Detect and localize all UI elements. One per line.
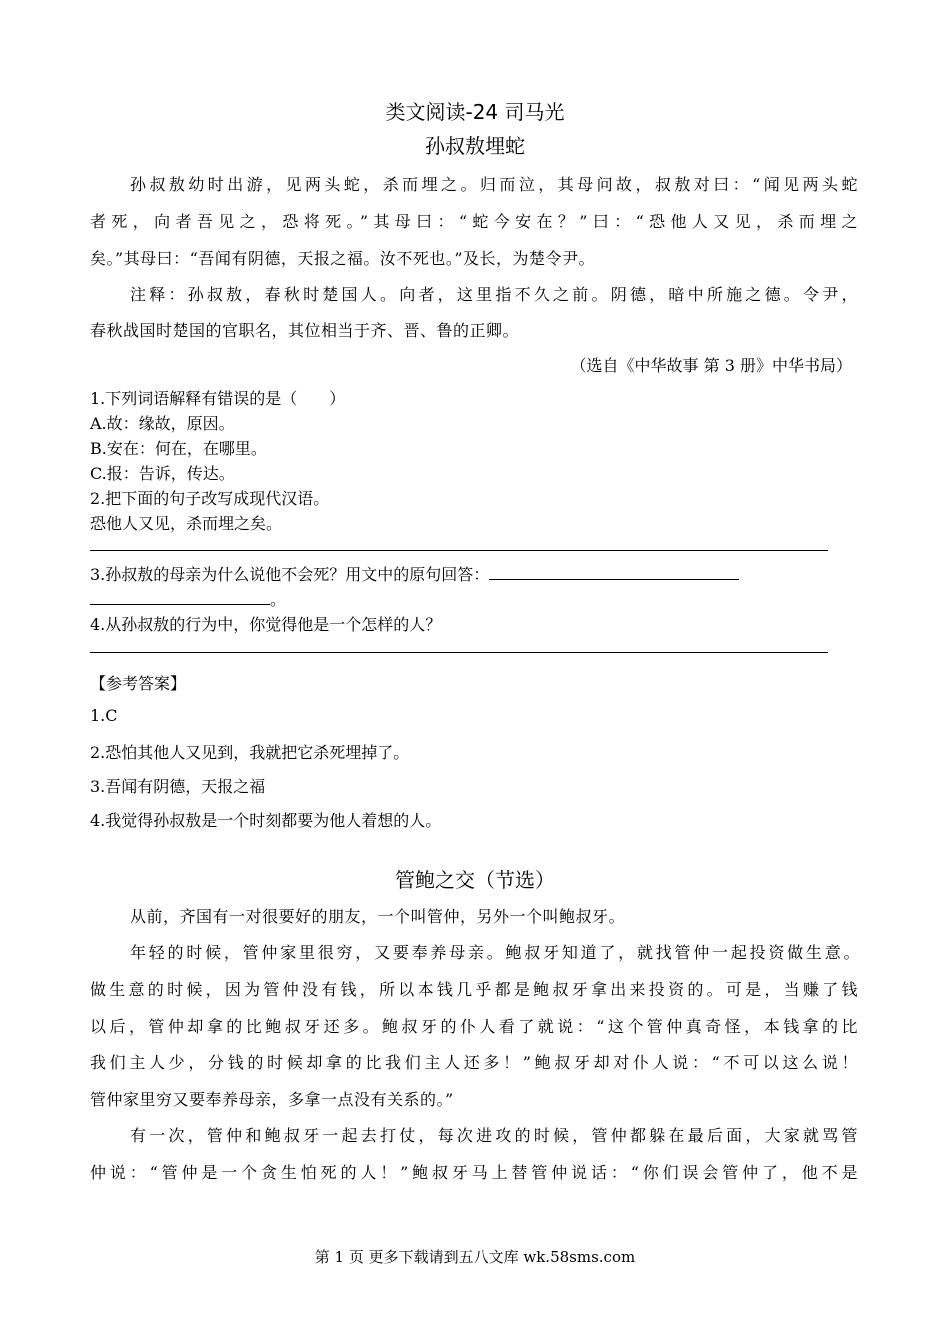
story2-line: 有一次，管仲和鲍叔牙一起去打仗，每次进攻的时候，管仲都躲在最后面，大家就骂管 [130,1126,858,1145]
question-1: 1.下列词语解释有错误的是（ ） [90,389,346,408]
story1-line: 矣。”其母曰：“吾闻有阴德，天报之福。汝不死也。”及长，为楚令尹。 [90,249,596,268]
story1-line: 孙叔敖幼时出游，见两头蛇，杀而埋之。归而泣，其母问故，叔敖对曰：“闻见两头蛇 [130,175,858,194]
answer-blank [489,563,739,580]
story1-line: 者死，向者吾见之，恐将死。”其母曰：“蛇今安在？”曰：“恐他人又见，杀而埋之 [90,212,858,231]
story2-title: 管鲍之交（节选） [395,868,555,892]
option-c: C.报：告诉，传达。 [90,464,235,483]
source-citation: （选自《中华故事 第 3 册》中华书局） [570,356,852,375]
question-2: 2.把下面的句子改写成现代汉语。 [90,489,330,508]
story2-line: 我们主人少，分钱的时候却拿的比我们主人还多！”鲍叔牙却对仆人说：“不可以这么说！ [90,1053,858,1072]
story2-line: 仲说：“管仲是一个贪生怕死的人！”鲍叔牙马上替管仲说话：“你们误会管仲了，他不是 [90,1163,858,1182]
story2-line: 从前，齐国有一对很要好的朋友，一个叫管仲，另外一个叫鲍叔牙。 [130,907,626,926]
answer-item: 4.我觉得孙叔敖是一个时刻都要为他人着想的人。 [90,811,442,830]
period-mark: 。 [270,590,287,609]
answer-item: 1.C [90,706,118,725]
answer-item: 2.恐怕其他人又见到，我就把它杀死埋掉了。 [90,743,410,762]
question-2-sentence: 恐他人又见，杀而埋之矣。 [90,514,283,533]
option-b: B.安在：何在，在哪里。 [90,439,267,458]
story2-line: 以后，管仲却拿的比鲍叔牙还多。鲍叔牙的仆人看了就说：“这个管仲真奇怪，本钱拿的比 [90,1017,858,1036]
question-3-text: 3.孙叔敖的母亲为什么说他不会死？用文中的原句回答： [90,565,490,584]
answers-heading: 【参考答案】 [90,674,187,693]
annotation-line: 春秋战国时楚国的官职名，其位相当于齐、晋、鲁的正卿。 [90,321,520,340]
document-title: 类文阅读-24 司马光 [385,100,565,124]
annotation-line: 注释：孙叔敖，春秋时楚国人。向者，这里指不久之前。阴德，暗中所施之德。令尹， [130,285,858,304]
question-3 [90,562,739,585]
question-4: 4.从孙叔敖的行为中，你觉得他是一个怎样的人？ [90,615,442,634]
story2-line: 做生意的时候，因为管仲没有钱，所以本钱几乎都是鲍叔牙拿出来投资的。可是，当赚了钱 [90,980,858,999]
answer-line [90,550,828,551]
answer-line [90,652,828,653]
story1-title: 孙叔敖埋蛇 [425,134,525,158]
story2-line: 管仲家里穷又要奉养母亲，多拿一点没有关系的。” [90,1090,454,1109]
story2-line: 年轻的时候，管仲家里很穷，又要奉养母亲。鲍叔牙知道了，就找管仲一起投资做生意。 [130,943,860,962]
answer-item: 3.吾闻有阴德，天报之福 [90,777,266,796]
answer-blank [90,588,270,605]
option-a: A.故：缘故，原因。 [90,414,235,433]
page-footer: 第 1 页 更多下载请到五八文库 wk.58sms.com [314,1248,636,1266]
question-3-continued [90,587,286,610]
